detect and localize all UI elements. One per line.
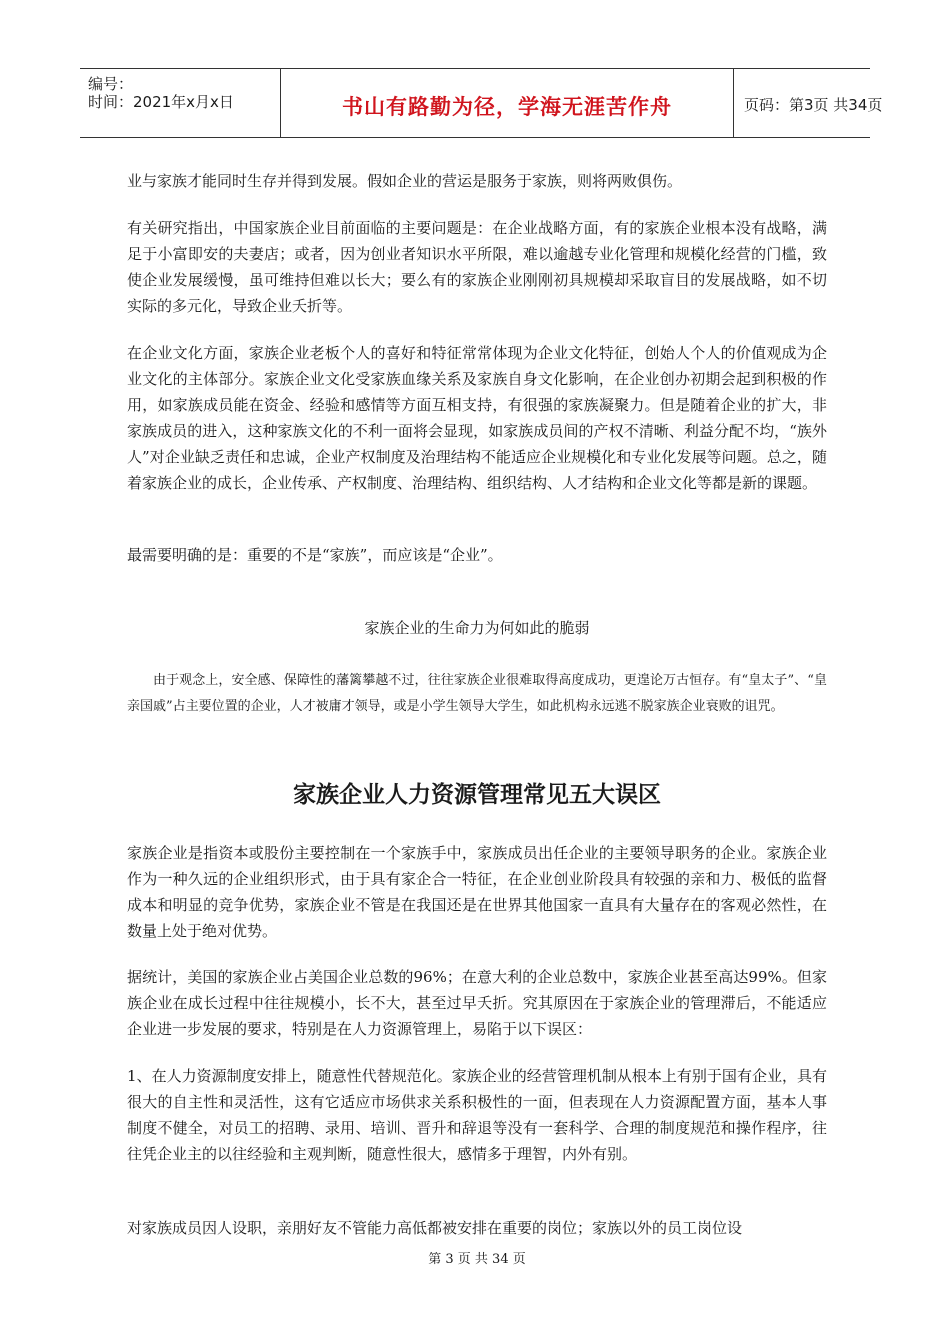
paragraph: 1、在人力资源制度安排上，随意性代替规范化。家族企业的经营管理机制从根本上有别于国有企业，具有很大的自主性和灵活性，这有它适应市场供求关系积极性的一面，但表现在人力资源配置方面，基本人事制度不健全，对员工的招聘、录用、培训、晋升和辞退等没有一套科学、合理的制度规范和操作程序，往往凭企业主的以往经验和主观判断，随意性很大，感情多于理智，内外有别。 [127,1067,827,1163]
paragraph-block-3 [127,340,827,496]
header-left-cell [80,69,280,137]
paragraph: 有关研究指出，中国家族企业目前面临的主要问题是：在企业战略方面，有的家族企业根本没有战略，满足于小富即安的夫妻店；或者，因为创业者知识水平所限，难以逾越专业化管理和规模化经营的门槛，致使企业发展缓慢，虽可维持但难以长大；要么有的家族企业刚刚初具规模却采取盲目的发展战略，如不切实际的多元化，导致企业夭折等。 [127,219,827,315]
main-title: 家族企业人力资源管理常见五大误区 [293,782,661,808]
paragraph-block-5 [127,840,827,944]
header-motto-cell [280,69,734,137]
number-label: 编号： [88,75,134,93]
paragraph: 对家族成员因人设职，亲朋好友不管能力高低都被安排在重要的岗位；家族以外的员工岗位设 [127,1219,743,1237]
paragraph: 最需要明确的是：重要的不是“家族”，而应该是“企业”。 [127,546,503,564]
paragraph-block-2 [127,215,827,319]
paragraph: 在企业文化方面，家族企业老板个人的喜好和特征常常体现为企业文化特征，创始人个人的价值观成为企业文化的主体部分。家族企业文化受家族血缘关系及家族自身文化影响，在企业创办初期会起到积极的作用，如家族成员能在资金、经验和感情等方面互相支持，有很强的家族凝聚力。但是随着企业的扩大，非家族成员的进入，这种家族文化的不利一面将会显现，如家族成员间的产权不清晰、利益分配不均，“族外人”对企业缺乏责任和忠诚，企业产权制度及治理结构不能适应企业规模化和专业化发展等问题。总之，随着家族企业的成长，企业传承、产权制度、治理结构、组织结构、人才结构和企业文化等都是新的课题。 [127,344,827,492]
paragraph-block-4 [127,542,827,568]
paragraph-block-1 [127,168,827,194]
section-subtitle: 家族企业的生命力为何如此的脆弱 [364,619,590,637]
paragraph-block-8 [127,1215,827,1241]
small-paragraph: 由于观念上，安全感、保障性的藩篱攀越不过，往往家族企业很难取得高度成功，更遑论万古恒存。有“皇太子”、“皇亲国戚”占主要位置的企业，人才被庸才领导，或是小学生领导大学生，如此机构永远逃不脱家族企业衰败的诅咒。 [127,673,827,714]
paragraph-block-7 [127,1063,827,1167]
page-footer: 第 3 页 共 34 页 [428,1252,526,1267]
header-motto: 书山有路勤为径，学海无涯苦作舟 [342,95,672,119]
page-header [80,68,883,138]
paragraph-block-6 [127,964,827,1042]
header-right-cell [732,69,883,137]
header-page-info: 页码：第3页 共34页 [744,96,883,114]
paragraph: 家族企业是指资本或股份主要控制在一个家族手中，家族成员出任企业的主要领导职务的企业。家族企业作为一种久远的企业组织形式，由于具有家企合一特征，在企业创业阶段具有较强的亲和力、极低的监督成本和明显的竞争优势，家族企业不管是在我国还是在世界其他国家一直具有大量存在的客观必然性，在数量上处于绝对优势。 [127,844,827,940]
date-label: 时间：2021年x月x日 [88,93,234,111]
paragraph: 据统计，美国的家族企业占美国企业总数的96%；在意大利的企业总数中，家族企业甚至高达99%。但家族企业在成长过程中往往规模小，长不大，甚至过早夭折。究其原因在于家族企业的管理滞后，不能适应企业进一步发展的要求，特别是在人力资源管理上，易陷于以下误区： [127,968,827,1038]
paragraph: 业与家族才能同时生存并得到发展。假如企业的营运是服务于家族，则将两败俱伤。 [127,172,683,190]
